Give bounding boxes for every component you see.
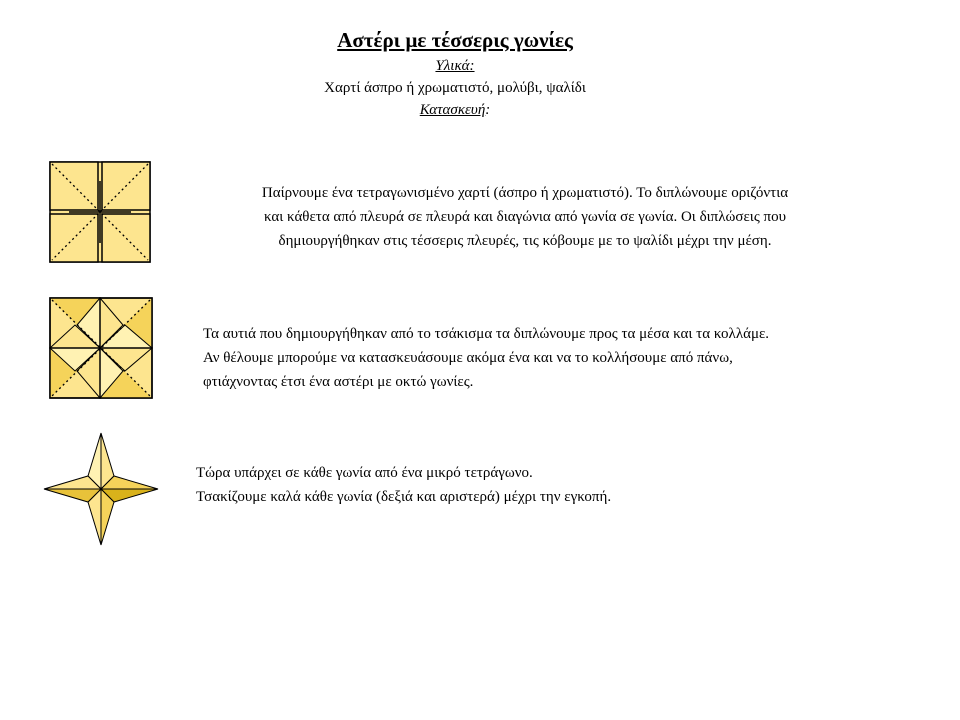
- step-3-line-1: Τώρα υπάρχει σε κάθε γωνία από ένα μικρό τετράγωνο.: [196, 465, 533, 481]
- materials-label: Υλικά:: [435, 58, 475, 74]
- page-title: Αστέρι με τέσσερις γωνίες: [337, 28, 573, 52]
- step-3-text: [196, 461, 611, 509]
- step-3-line-2: Τσακίζουμε καλά κάθε γωνία (δεξιά και αριστερά) μέχρι την εγκοπή.: [196, 489, 612, 505]
- step-2-line-3: φτιάχνοντας έτσι ένα αστέρι με οκτώ γωνίες.: [203, 374, 474, 390]
- step-2-line-2: Αν θέλουμε μπορούμε να κατασκευάσουμε ακόμα ένα και να το κολλήσουμε από πάνω,: [203, 350, 733, 366]
- construction-label: Κατασκευή: [419, 102, 486, 118]
- construction-colon: :: [485, 102, 491, 118]
- step-1-text: [160, 181, 890, 253]
- construction-heading: [0, 100, 910, 120]
- step-2-line-1: Τα αυτιά που δημιουργήθηκαν από το τσάκισμα τα διπλώνουμε προς τα μέσα και τα κολλάμε.: [203, 326, 770, 342]
- step-2-text: [203, 322, 769, 394]
- materials-text: Χαρτί άσπρο ή χρωματιστό, μολύβι, ψαλίδι: [324, 80, 586, 96]
- step-1-line-2: και κάθετα από πλευρά σε πλευρά και διαγώνια από γωνία σε γωνία. Οι διπλώσεις που: [263, 209, 787, 225]
- folded-star-square-icon: [49, 297, 153, 399]
- four-point-star-icon: [42, 431, 160, 547]
- materials-heading: [0, 56, 910, 76]
- step-1-line-1: Παίρνουμε ένα τετραγωνισμένο χαρτί (άσπρο ή χρωματιστό). Το διπλώνουμε οριζόντια: [261, 185, 789, 201]
- folded-square-icon: [49, 161, 151, 263]
- step-1-line-3: δημιουργήθηκαν στις τέσσερις πλευρές, τις κόβουμε με το ψαλίδι μέχρι την μέση.: [278, 233, 772, 249]
